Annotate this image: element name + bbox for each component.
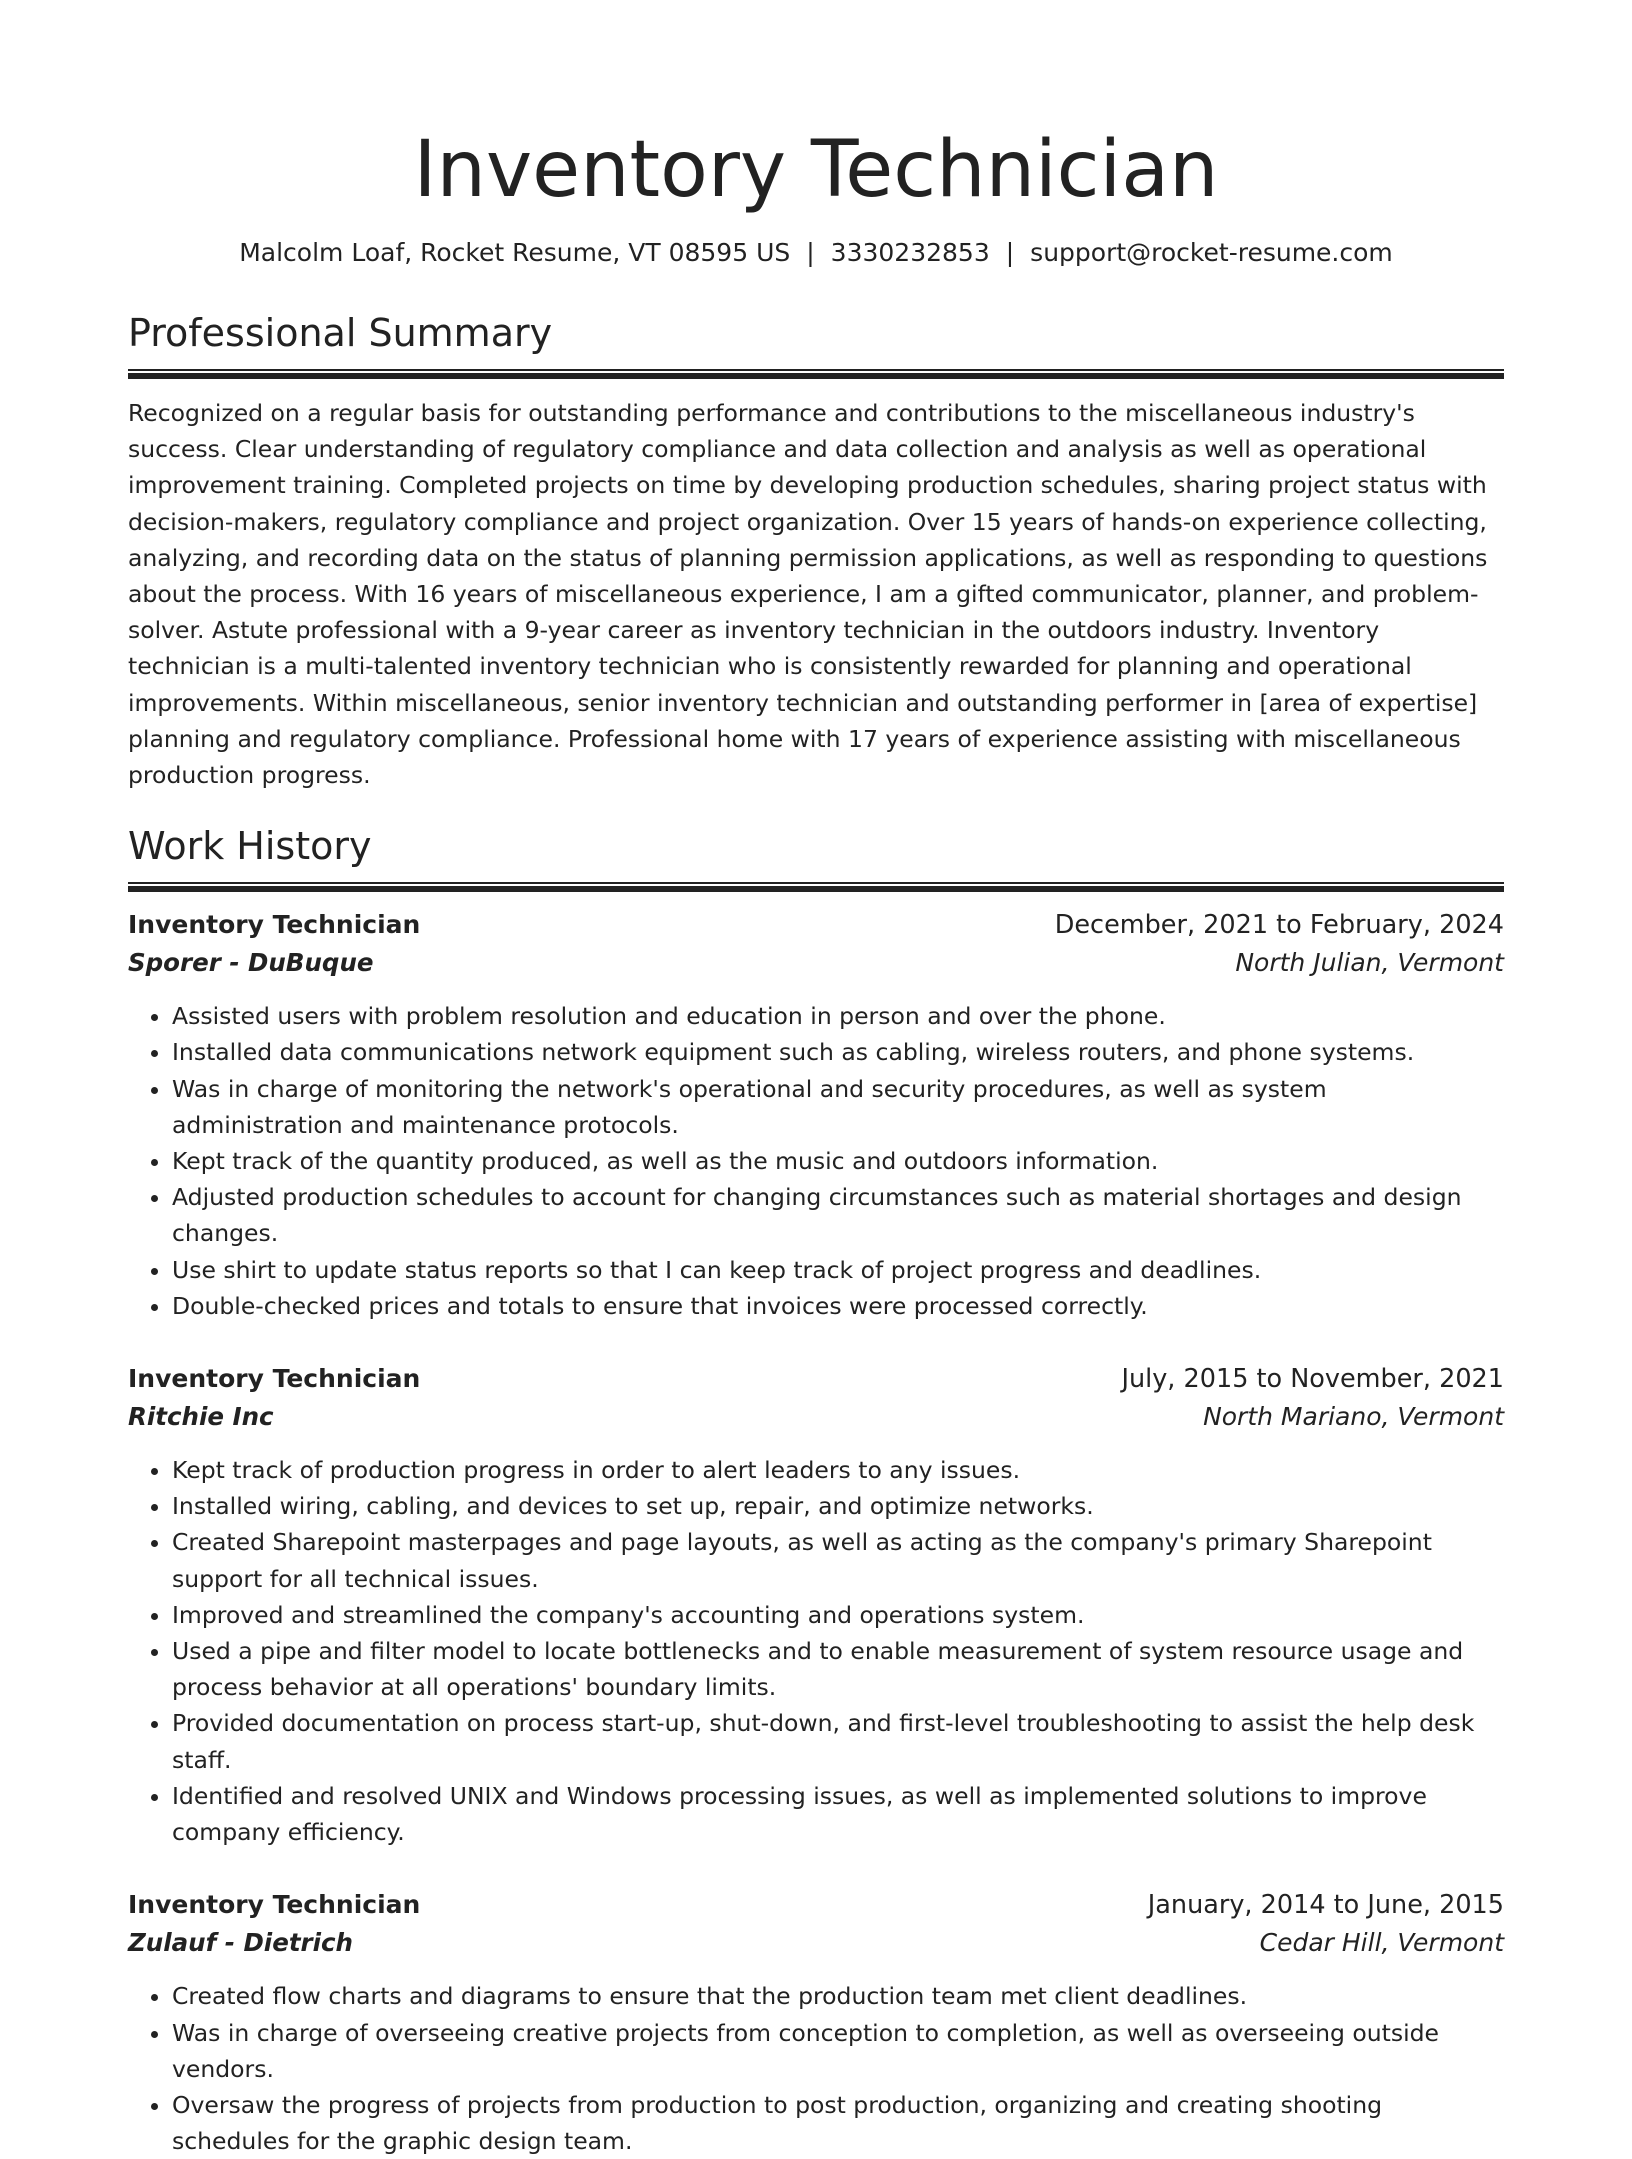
contact-separator: |: [1005, 238, 1015, 267]
resume-page: [128, 0, 1504, 2159]
contact-email: support@rocket-resume.com: [1030, 238, 1393, 267]
job-location: North Julian, Vermont: [1235, 948, 1504, 978]
job-bullet: • Installed data communications network equipment such as cabling, wireless routers, and phone systems.: [172, 1034, 1504, 1070]
job-bullet: • Provided documentation on process start-up, shut-down, and first-level troubleshooting to assist the help desk staff.: [172, 1705, 1504, 1777]
job-bullet: • Installed wiring, cabling, and devices to set up, repair, and optimize networks.: [172, 1488, 1504, 1524]
job-bullet: • Was in charge of monitoring the network's operational and security procedures, as well as system administration and maintenance protocols.: [172, 1071, 1504, 1143]
company-name: Ritchie Inc: [128, 1402, 274, 1432]
job-title: Inventory Technician: [128, 1890, 421, 1920]
job-title: Inventory Technician: [128, 910, 421, 940]
work-history-section: [128, 821, 1504, 2159]
job-company-row: [128, 1398, 1504, 1436]
summary-section: [128, 308, 1504, 793]
job-bullet: • Created Sharepoint masterpages and page layouts, as well as acting as the company's primary Sharepoint support for all technical issues.: [172, 1524, 1504, 1596]
job-bullet: • Used a pipe and filter model to locate bottlenecks and to enable measurement of system resource usage and process behavior at all operations' boundary limits.: [172, 1633, 1504, 1705]
job-list: [128, 906, 1504, 2159]
contact-address: Malcolm Loaf, Rocket Resume, VT 08595 US: [239, 238, 791, 267]
contact-phone: 3330232853: [830, 238, 990, 267]
section-divider: [128, 369, 1504, 379]
job-header-row: [128, 1886, 1504, 1924]
job-bullet-list: [128, 1978, 1504, 2159]
job-header-row: [128, 906, 1504, 944]
summary-heading: Professional Summary: [128, 311, 553, 355]
job-bullet: • Created flow charts and diagrams to ensure that the production team met client deadlines.: [172, 1978, 1504, 2014]
contact-separator: |: [806, 238, 815, 267]
job-bullet: • Double-checked prices and totals to ensure that invoices were processed correctly.: [172, 1288, 1504, 1324]
summary-text: Recognized on a regular basis for outstanding performance and contributions to the miscellaneous industry's success. Clear understanding of regulatory compliance and data collection and analysis as well as operational improvement training. Completed projects on time by developing production schedules, sharing project status with decision-makers, regulatory compliance and project organization. Over 15 years of hands-on experience collecting, analyzing, and recording data on the status of planning permission applications, as well as responding to questions about the process. With 16 years of miscellaneous experience, I am a gifted communicator, planner, and problem-solver. Astute professional with a 9-year career as inventory technician in the outdoors industry. Inventory technician is a multi-talented inventory technician who is consistently rewarded for planning and operational improvements. Within miscellaneous, senior inventory technician and outstanding performer in [area of expertise] planning and regulatory compliance. Professional home with 17 years of experience assisting with miscellaneous production progress.: [128, 399, 1488, 790]
job-bullet: • Kept track of production progress in order to alert leaders to any issues.: [172, 1452, 1504, 1488]
work-history-heading: Work History: [128, 824, 372, 869]
job-bullet-list: [128, 1452, 1504, 1850]
job-bullet: • Identified and resolved UNIX and Windows processing issues, as well as implemented solutions to improve company efficiency.: [172, 1778, 1504, 1850]
job-bullet: • Adjusted production schedules to account for changing circumstances such as material shortages and design changes.: [172, 1179, 1504, 1251]
job-bullet: • Kept track of the quantity produced, as well as the music and outdoors information.: [172, 1143, 1504, 1179]
job-header-row: [128, 1360, 1504, 1398]
job-title: Inventory Technician: [128, 1364, 421, 1394]
job-bullet-list: [128, 998, 1504, 1324]
job-entry: [128, 906, 1504, 1324]
job-bullet: • Use shirt to update status reports so that I can keep track of project progress and deadlines.: [172, 1252, 1504, 1288]
resume-title: Inventory Technician: [413, 125, 1219, 215]
job-location: North Mariano, Vermont: [1203, 1402, 1504, 1432]
job-bullet: • Assisted users with problem resolution and education in person and over the phone.: [172, 998, 1504, 1034]
job-bullet: • Was in charge of overseeing creative projects from conception to completion, as well as overseeing outside vendors.: [172, 2015, 1504, 2087]
contact-line: [128, 236, 1504, 270]
job-entry: [128, 1886, 1504, 2159]
job-company-row: [128, 944, 1504, 982]
company-name: Zulauf - Dietrich: [128, 1928, 353, 1958]
company-name: Sporer - DuBuque: [128, 948, 374, 978]
job-location: Cedar Hill, Vermont: [1259, 1928, 1504, 1958]
job-dates: July, 2015 to November, 2021: [1121, 1364, 1504, 1395]
job-dates: December, 2021 to February, 2024: [1054, 910, 1504, 941]
section-divider: [128, 882, 1504, 892]
job-entry: [128, 1360, 1504, 1850]
job-bullet: • Improved and streamlined the company's accounting and operations system.: [172, 1597, 1504, 1633]
job-dates: January, 2014 to June, 2015: [1147, 1890, 1504, 1921]
job-company-row: [128, 1924, 1504, 1962]
job-bullet: • Oversaw the progress of projects from production to post production, organizing and creating shooting schedules for the graphic design team.: [172, 2087, 1504, 2159]
